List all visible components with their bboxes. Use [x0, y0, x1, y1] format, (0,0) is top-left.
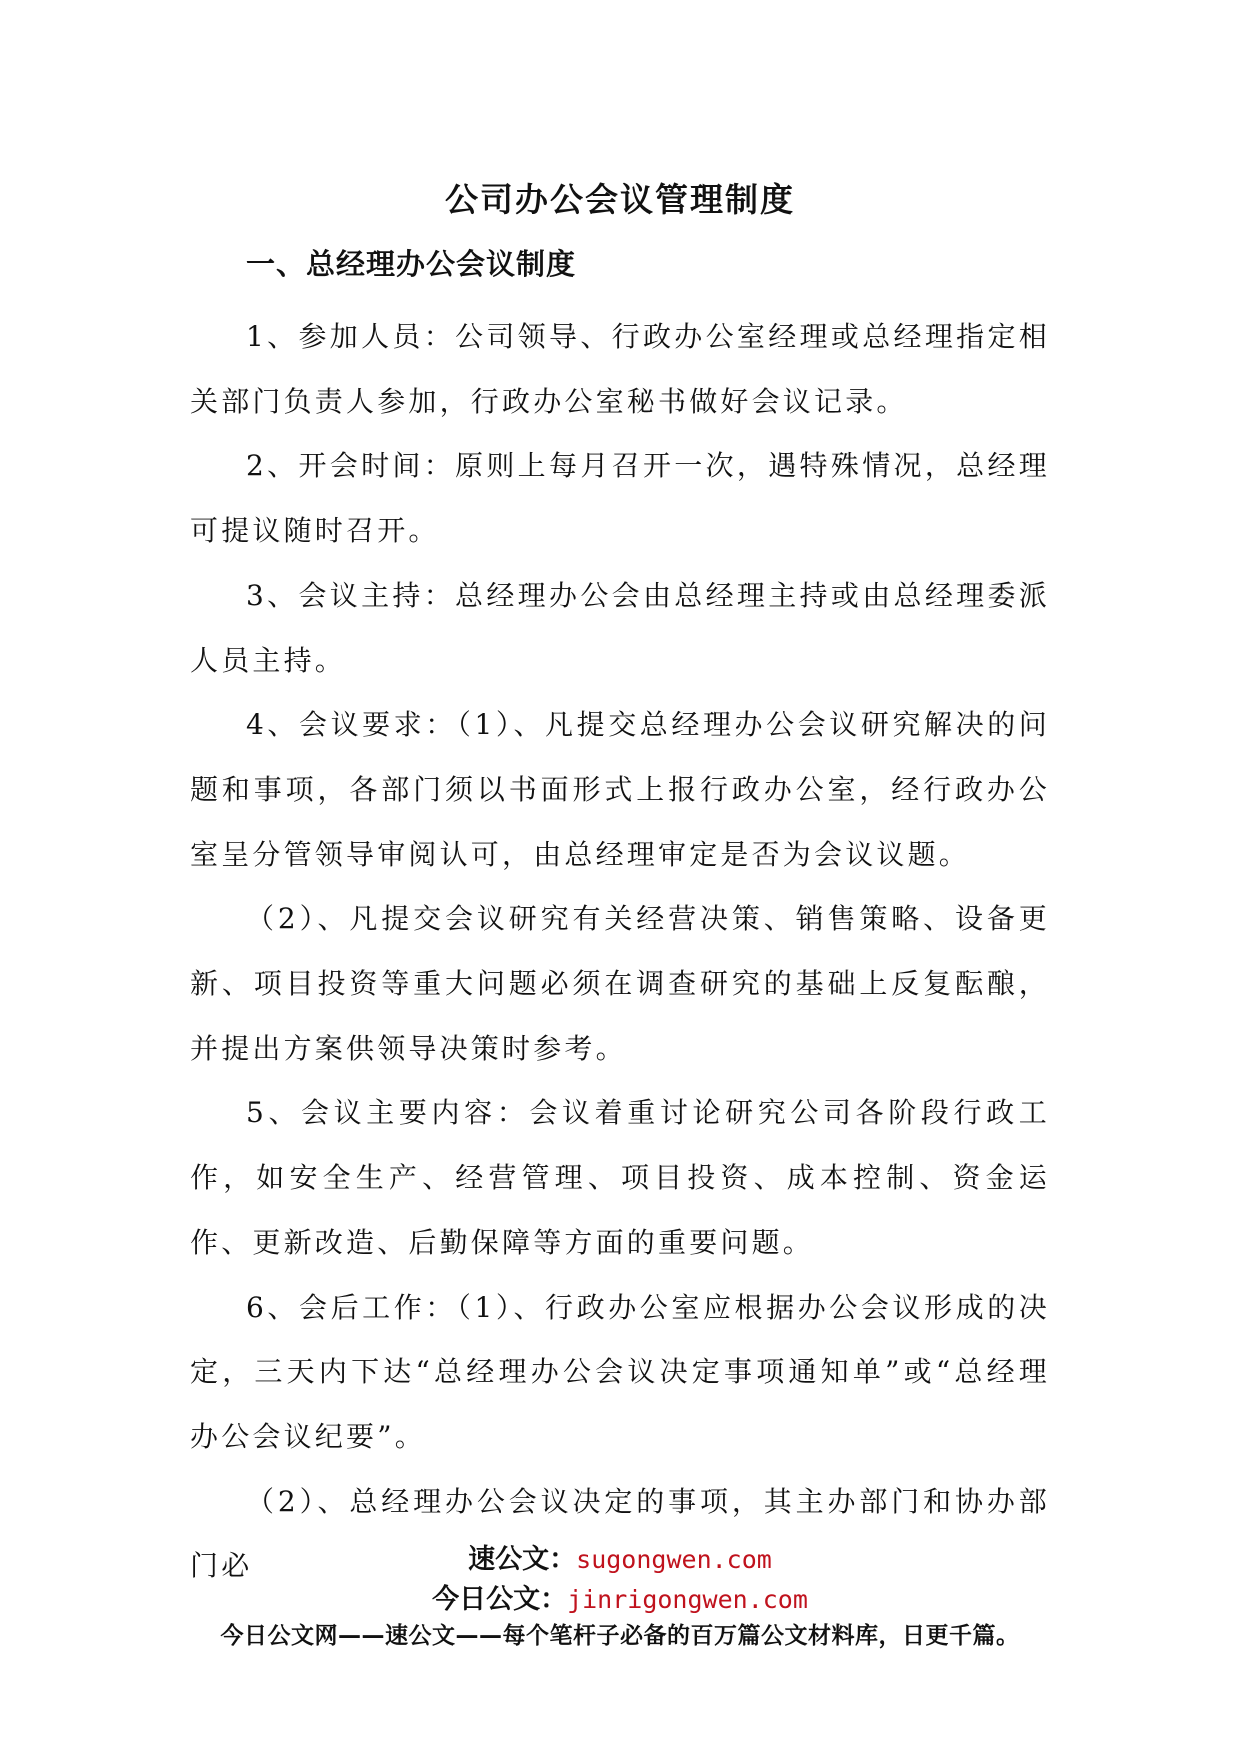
document-title: 公司办公会议管理制度 [445, 180, 795, 219]
paragraph-main-content: 5、会议主要内容：会议着重讨论研究公司各阶段行政工作，如安全生产、经营管理、项目投资、成本控制、资金运作、更新改造、后勤保障等方面的重要问题。 [190, 1096, 1050, 1259]
footer-line-jinrigongwen [0, 1577, 1240, 1616]
paragraph-meeting-time: 2、开会时间：原则上每月召开一次，遇特殊情况，总经理可提议随时召开。 [190, 449, 1050, 548]
paragraph-meeting-host: 3、会议主持：总经理办公会由总经理主持或由总经理委派人员主持。 [190, 578, 1050, 677]
paragraph-attendees: 1、参加人员：公司领导、行政办公室经理或总经理指定相关部门负责人参加，行政办公室秘书做好会议记录。 [190, 320, 1050, 418]
paragraph-requirements-1: 4、会议要求：（1）、凡提交总经理办公会议研究解决的问题和事项，各部门须以书面形式上报行政办公室，经行政办公室呈分管领导审阅认可，由总经理审定是否为会议议题。 [190, 708, 1050, 871]
section-heading: 一、总经理办公会议制度 [246, 247, 577, 281]
document-body [190, 305, 1050, 1599]
footer-label-sugongwen: 速公文： [468, 1544, 577, 1575]
paragraph-requirements-2: （2）、凡提交会议研究有关经营决策、销售策略、设备更新、项目投资等重大问题必须在调查研究的基础上反复酝酿，并提出方案供领导决策时参考。 [190, 902, 1050, 1065]
footer-line-sugongwen [0, 1537, 1240, 1576]
sugongwen-link[interactable]: sugongwen.com [576, 1545, 772, 1574]
paragraph-followup-2: （2）、总经理办公会议决定的事项，其主办部门和协办部门必 [190, 1484, 1050, 1583]
paragraph-followup-1: 6、会后工作：（1）、行政办公室应根据办公会议形成的决定，三天内下达“总经理办公会议决定事项通知单”或“总经理办公会议纪要”。 [190, 1290, 1050, 1453]
footer-slogan: 今日公文网——速公文——每个笔杆子必备的百万篇公文材料库，日更千篇。 [220, 1623, 1020, 1649]
footer-label-jinrigongwen: 今日公文： [432, 1584, 568, 1615]
jinrigongwen-link[interactable]: jinrigongwen.com [567, 1585, 808, 1614]
